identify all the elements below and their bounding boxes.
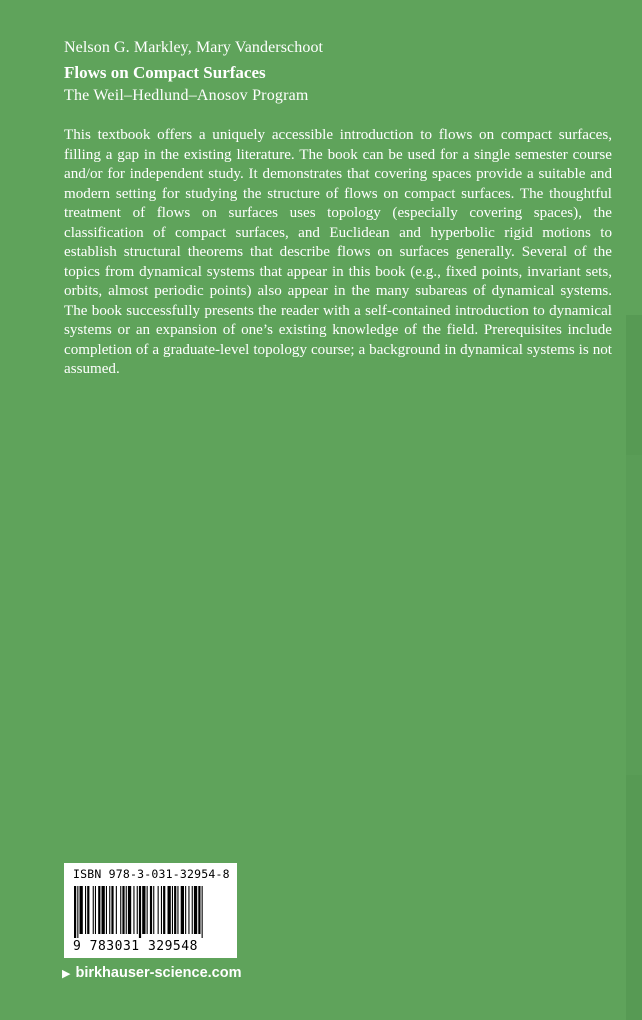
barcode-bar [198, 886, 200, 934]
barcode-bar [188, 886, 189, 934]
website-url: birkhauser-science.com [75, 965, 242, 981]
barcode-bar [139, 886, 141, 938]
barcode-bar [74, 886, 76, 938]
barcode-bar [158, 886, 159, 934]
author-names: Nelson G. Markley, Mary Vanderschoot [64, 39, 324, 56]
book-subtitle: The Weil–Hedlund–Anosov Program [64, 87, 309, 104]
barcode-bar [128, 886, 131, 934]
blurb-text: This textbook offers a uniquely accessible introduction to flows on compact surfaces, filling a gap in the existing literature. The book can be used for a single semester course and/or for independent study. It demonstrates that covering spaces provide a suitable and modern setting for studying the structure of flows on compact surfaces. The thoughtful treatment of flows on surfaces uses topology (especially covering spaces), the classification of compact surfaces, and Euclidean and hyperbolic rigid motions to establish structural theorems that describe flows on surfaces generally. Several of the topics from dynamical systems that appear in this book (e.g., fixed points, invariant sets, orbits, almost periodic points) also appear in the many subareas of dynamical systems. The book successfully presents the reader with a self-contained introduction to dynamical systems or an expansion of one’s existing knowledge of the field. Prerequisites include completion of a graduate-level topology course; a background in dynamical systems is not assumed. [64, 127, 612, 377]
barcode-bar [192, 886, 193, 934]
barcode-bar [161, 886, 162, 934]
barcode-bar [109, 886, 110, 934]
barcode-bar [137, 886, 138, 934]
book-title: Flows on Compact Surfaces [64, 63, 266, 82]
barcode-bar [122, 886, 124, 934]
barcode-bar [116, 886, 117, 934]
spine-band [626, 455, 642, 775]
barcode-bar [126, 886, 127, 934]
isbn-label: ISBN 978-3-031-32954-8 [73, 867, 230, 881]
back-cover-blurb [64, 126, 612, 380]
barcode-bar [133, 886, 134, 934]
barcode-bar [85, 886, 86, 934]
barcode-bar [181, 886, 184, 934]
barcode-bar [150, 886, 152, 934]
barcode-bar [142, 886, 145, 934]
publisher-website[interactable] [62, 965, 242, 981]
barcode-bar [93, 886, 94, 934]
triangle-right-icon: ▶ [62, 967, 71, 980]
barcode-bar [202, 886, 203, 938]
barcode-bar [163, 886, 165, 934]
barcode-bar [172, 886, 173, 934]
barcode-digits: 9 783031 329548 [73, 939, 198, 954]
barcode-bar [106, 886, 107, 934]
barcode-bar [153, 886, 154, 934]
barcode-bar [194, 886, 197, 934]
isbn-barcode [64, 863, 237, 958]
barcode-bar [168, 886, 171, 934]
barcode-bar [120, 886, 121, 934]
barcode-bar [98, 886, 100, 934]
barcode-bar [77, 886, 78, 938]
barcode-bar [185, 886, 186, 934]
barcode-bar [177, 886, 178, 934]
spine-edge-strip [626, 315, 642, 1020]
barcode-bar [80, 886, 83, 934]
barcode-bar [95, 886, 96, 934]
barcode-bar [102, 886, 105, 934]
barcode-bar [111, 886, 113, 934]
barcode-bars [74, 886, 228, 938]
barcode-bar [174, 886, 176, 934]
barcode-bar [147, 886, 148, 934]
barcode-bar [87, 886, 89, 934]
